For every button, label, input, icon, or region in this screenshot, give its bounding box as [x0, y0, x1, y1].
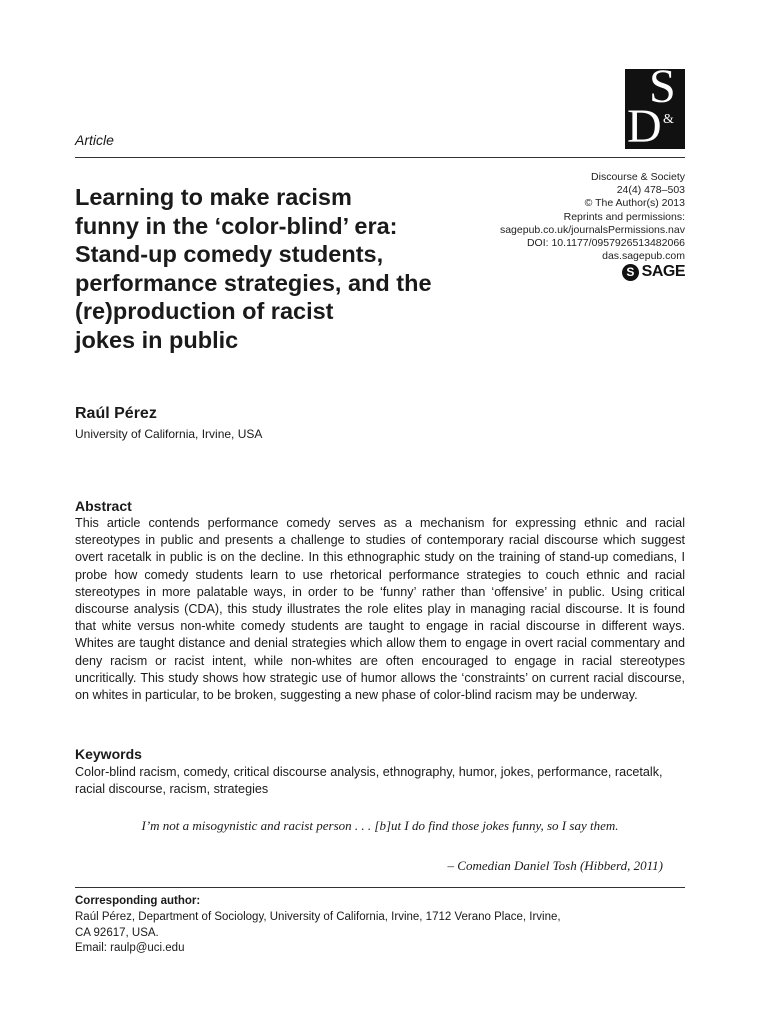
author-affiliation: University of California, Irvine, USA	[75, 427, 263, 441]
article-title	[75, 183, 495, 355]
footnote-divider	[75, 887, 685, 888]
epigraph-attribution: – Comedian Daniel Tosh (Hibberd, 2011)	[447, 858, 663, 873]
journal-logo	[625, 60, 685, 153]
journal-site-link[interactable]: das.sagepub.com	[602, 250, 685, 263]
title-line: funny in the ‘color-blind’ era:	[75, 212, 398, 239]
publisher-logo	[622, 263, 685, 281]
corresponding-address-line: CA 92617, USA.	[75, 926, 159, 939]
corresponding-email[interactable]: Email: raulp@uci.edu	[75, 942, 185, 954]
logo-letter-d: D	[627, 100, 662, 153]
article-type-label: Article	[75, 132, 114, 148]
reprints-label: Reprints and permissions:	[563, 210, 685, 223]
title-line: performance strategies, and the	[75, 269, 432, 296]
logo-letter-s: S	[649, 60, 676, 113]
corresponding-author-details	[75, 910, 635, 957]
copyright: © The Author(s) 2013	[584, 197, 685, 210]
title-line: jokes in public	[75, 326, 239, 353]
logo-ampersand: &	[663, 112, 674, 127]
author-name: Raúl Pérez	[75, 405, 157, 422]
title-line: Stand-up comedy students,	[75, 241, 384, 268]
abstract-text: This article contends performance comedy serves as a mechanism for expressing ethnic and racial stereotypes in public and presents a challenge to studies of contemporary racial discourse which suggest overt racetalk in public is on the decline. In this ethnographic study on the training of stand-up comedians, I probe how comedy students learn to use rhetorical performance strategies to couch ethnic and racial stereotypes in more palatable ways, in order to be ‘funny’ rather than ‘offensive’ in public. Using critical discourse analysis (CDA), this study illustrates the role elites play in managing racial discourse. It is found that white versus non-white comedy students are taught to engage in racial discourse in different ways. Whites are taught distance and denial strategies which allow them to engage in overt racial commentary and deny racism or racist intent, while non-whites are often encouraged to engage in racial stereotypes uncritically. This study shows how strategic use of humor allows the ‘constraints’ on current racial discourse, on whites in particular, to be broken, suggesting a new phase of color-blind racism may be underway.	[75, 516, 685, 703]
keywords-heading: Keywords	[75, 746, 142, 762]
keywords-text: Color-blind racism, comedy, critical discourse analysis, ethnography, humor, jokes, performance, racetalk, racial discourse, racism, strategies	[75, 765, 663, 796]
journal-name: Discourse & Society	[591, 171, 685, 183]
corresponding-author-heading: Corresponding author:	[75, 895, 201, 907]
journal-issue: 24(4) 478–503	[616, 184, 685, 197]
reprints-link[interactable]: sagepub.co.uk/journalsPermissions.nav	[499, 223, 685, 236]
title-line: Learning to make racism	[75, 184, 352, 210]
doi[interactable]: DOI: 10.1177/0957926513482066	[526, 237, 685, 250]
epigraph-quote: I’m not a misogynistic and racist person . . . [b]ut I do find those jokes funny, so I say them.	[141, 818, 619, 833]
corresponding-address-line: Raúl Pérez, Department of Sociology, University of California, Irvine, 1712 Verano Place, Irvine,	[75, 911, 561, 923]
publisher-name: SAGE	[641, 263, 685, 280]
sage-icon: S	[622, 264, 639, 281]
abstract-heading: Abstract	[75, 498, 132, 514]
title-line: (re)production of racist	[75, 298, 334, 325]
header-divider	[75, 157, 685, 158]
